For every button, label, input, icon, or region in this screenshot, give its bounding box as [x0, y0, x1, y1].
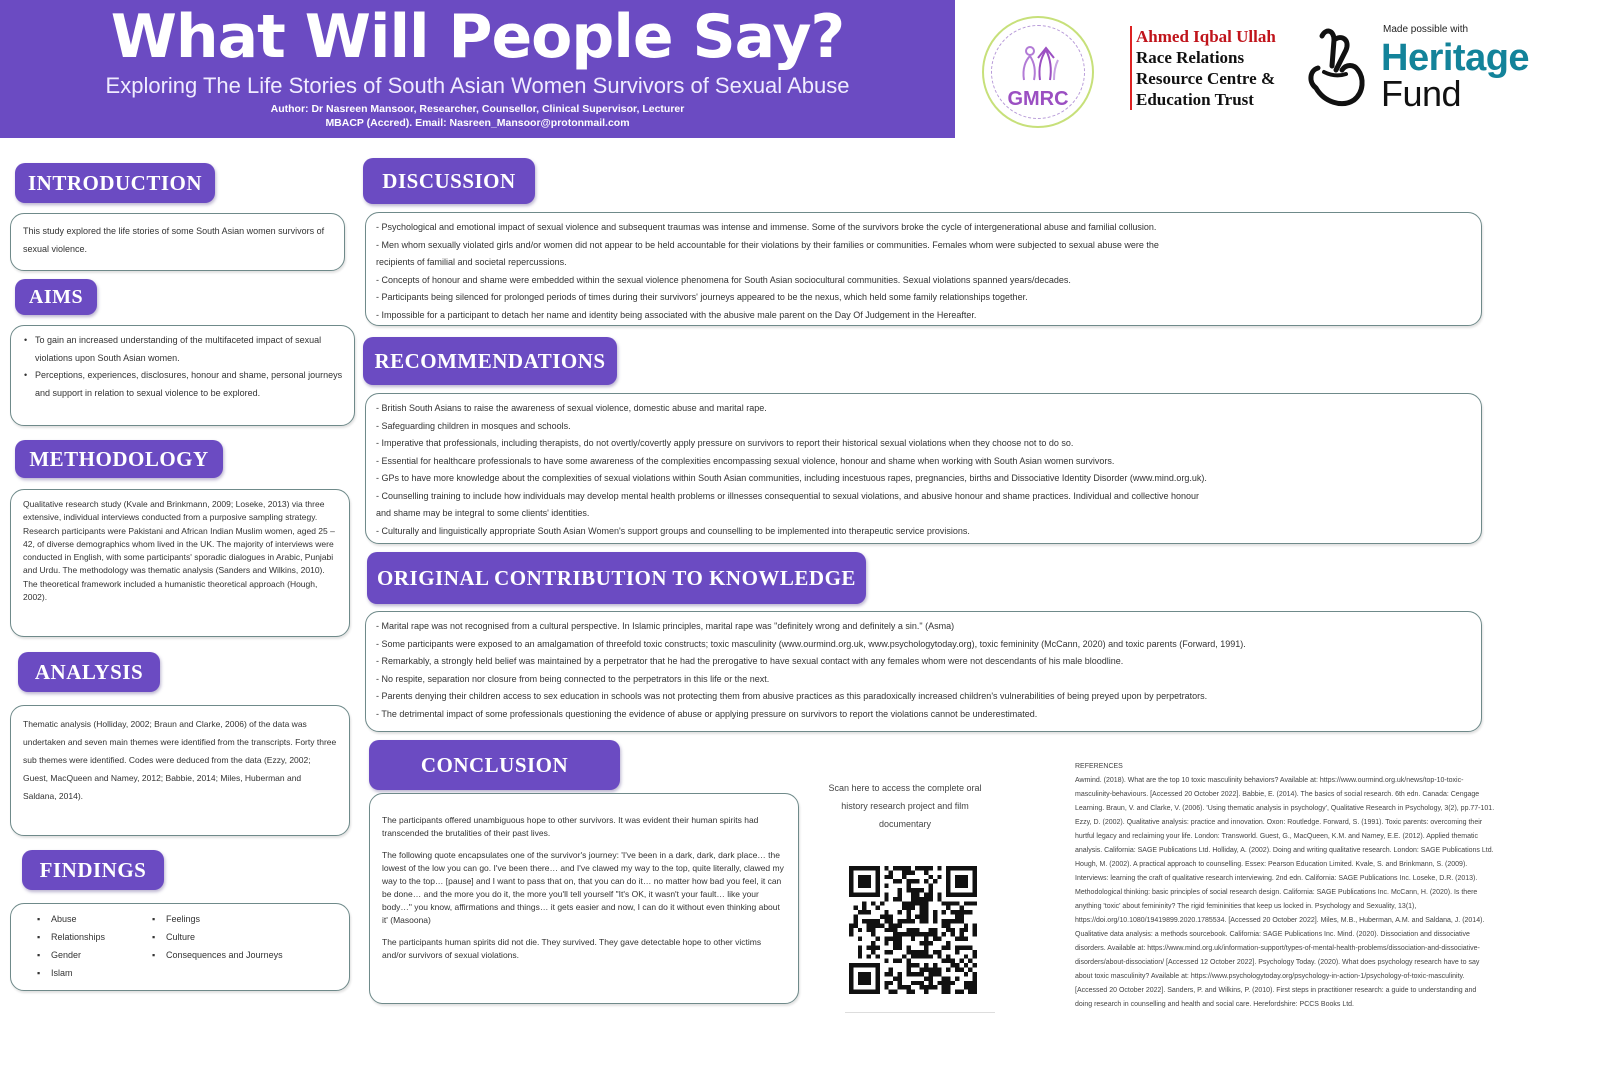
qr-code[interactable] — [849, 866, 977, 994]
recommendation-line: - Counselling training to include how individuals may develop mental health problems or illnesses consequential to sexual violations, and abusive honour and shame practices. Individual and collective honour — [376, 490, 1199, 501]
discussion-box — [365, 212, 1482, 326]
contribution-line: - Marital rape was not recognised from a cultural perspective. In Islamic principles, marital rape was "definitely wrong and definitely a sin." (Asma) — [376, 621, 955, 631]
discussion-line: - Impossible for a participant to detach her name and identity being associated with the abusive male parent on the Day Of Judgement in the Hereafter. — [376, 309, 977, 320]
aims-item: • To gain an increased understanding of the multifaceted impact of sexual violations upon South Asian women. — [21, 332, 344, 367]
aims-item: • Perceptions, experiences, disclosures, honour and shame, personal journeys and support in relation to sexual violence to be explored. — [21, 367, 344, 402]
conclusion-box — [369, 793, 799, 1004]
contribution-heading: ORIGINAL CONTRIBUTION TO KNOWLEDGE — [367, 552, 866, 604]
heritage-fund-logo — [1302, 20, 1562, 120]
poster-subtitle: Exploring The Life Stories of South Asian Women Survivors of Sexual Abuse — [105, 73, 850, 98]
methodology-box — [10, 489, 350, 637]
methodology-text: Qualitative research study (Kvale and Brinkmann, 2009; Loseke, 2013) via three extensive, individual interviews conducted from a purposive sampling strategy. Research participants were Pakistani and African Indian Muslim women, aged 25 – 42, of diverse demographics whom lived in the UK. The majority of interviews were conducted in English, with some participants' sporadic dialogues in Arabic, Punjabi and Urdu. The methodology was thematic analysis (Sanders and Wilkins, 2010). The theoretical framework included a humanistic theoretical approach (Hough, 2002). — [23, 499, 335, 603]
aims-heading: AIMS — [15, 279, 97, 315]
conclusion-para-1: The participants offered unambiguous hope to other survivors. It was evident their human spirits had transcended the brutalities of their past lives. — [382, 815, 759, 838]
findings-col-1 — [37, 910, 152, 982]
heritage-word: Heritage — [1381, 37, 1530, 79]
discussion-line: recipients of familial and societal repercussions. — [376, 257, 567, 267]
contribution-box — [365, 611, 1482, 732]
recommendations-heading: RECOMMENDATIONS — [363, 337, 617, 385]
findings-col-2 — [152, 910, 332, 982]
race-relations-logo — [1130, 26, 1276, 110]
finding-item: ▪ Culture — [152, 928, 332, 946]
heritage-made-possible: Made possible with — [1383, 24, 1469, 35]
author-line-2: MBACP (Accred). Email: Nasreen_Mansoor@protonmail.com — [325, 117, 630, 129]
introduction-heading: INTRODUCTION — [15, 163, 215, 203]
aims-box — [10, 325, 355, 426]
finding-item: ▪ Feelings — [152, 910, 332, 928]
gmrc-figures-icon — [1016, 42, 1062, 82]
contribution-line: - Some participants were exposed to an amalgamation of threefold toxic constructs; toxic masculinity (www.ourmind.org.uk, www.psychologytoday.org), toxic femininity (McCann, 2020) and toxic parents (Forward, 1991). — [376, 638, 1246, 649]
race-relations-line-3: Resource Centre & — [1136, 69, 1276, 88]
contribution-line: - Remarkably, a strongly held belief was maintained by a perpetrator that he had the prerogative to have sexual contact with any females whom were not descendants of his male bloodline. — [376, 656, 1124, 666]
race-relations-line-4: Education Trust — [1136, 90, 1254, 109]
findings-box — [10, 903, 350, 991]
fund-word: Fund — [1381, 73, 1462, 114]
logo-strip — [960, 0, 1600, 140]
discussion-heading: DISCUSSION — [363, 158, 535, 204]
gmrc-logo-text: GMRC — [1007, 88, 1069, 110]
analysis-heading: ANALYSIS — [18, 652, 160, 692]
recommendation-line: - Essential for healthcare professionals to have some awareness of the complexities encompassing sexual violence, honour and shame when working with South Asian women survivors. — [376, 455, 1115, 466]
discussion-line: - Men whom sexually violated girls and/or women did not appear to be held accountable for their violations by their families or communities. Females whom were subjected to sexual abuse were the — [376, 239, 1159, 250]
references-block — [1075, 760, 1495, 1012]
contribution-line: - The detrimental impact of some professionals questioning the evidence of abuse or applying pressure on survivors to report the violations cannot be underestimated. — [376, 708, 1038, 719]
race-relations-line-1: Ahmed Iqbal Ullah — [1136, 27, 1276, 46]
conclusion-heading: CONCLUSION — [369, 740, 620, 790]
recommendation-line: and shame may be integral to some clients' identities. — [376, 508, 590, 518]
conclusion-para-3: The participants human spirits did not die. They survived. They gave detectable hope to other victims and/or survivors of sexual violations. — [382, 937, 762, 960]
recommendation-line: - British South Asians to raise the awareness of sexual violence, domestic abuse and marital rape. — [376, 403, 767, 413]
finding-item: ▪ Islam — [37, 964, 152, 982]
recommendations-box — [365, 393, 1482, 544]
finding-item: ▪ Relationships — [37, 928, 152, 946]
discussion-line: - Concepts of honour and shame were embedded within the sexual violence phenomena for South Asian sociocultural communities. Sexual violations spanned years/decades. — [376, 274, 1071, 285]
author-line-1: Author: Dr Nasreen Mansoor, Researcher, Counsellor, Clinical Supervisor, Lecturer — [270, 103, 685, 115]
introduction-text: This study explored the life stories of some South Asian women survivors of sexual violence. — [23, 226, 325, 254]
references-text: Awmind. (2018). What are the top 10 toxic masculinity behaviors? Available at: https://www.ourmind.org.uk/news/top-10-toxic-masculinity-behaviours. [Accessed 20 October 2022]. Babbie, E. (2014). The basics of social research. 6th edn. Canada: Cengage Learning. Braun, V. and Clarke, V. (2006). 'Using thematic analysis in psychology', Qualitative Research in Psychology, 3(2), pp.77-101. Ezzy, D. (2002). Qualitative analysis: practice and innovation. Oxon: Routledge. Forward, S. (1991). Toxic parents: overcoming their hurtful legacy and reclaiming your life. London: Transworld. Guest, G., MacQueen, K.M. and Namey, E.E. (2012). Applied thematic analysis. California: SAGE Publications Ltd. Holliday, A. (2002). Doing and writing qualitative research. London: SAGE Publications Ltd. Hough, M. (2002). A practical approach to counselling. Essex: Pearson Education Limited. Kvale, S. and Brinkmann, S. (2009). Interviews: learning the craft of qualitative research interviewing. 2nd edn. California: SAGE Publications Inc. Loseke, D.R. (2013). Methodological thinking: basic principles of social research design. California: SAGE Publications Inc. McCann, H. (2020). Is there anything 'toxic' about femininity? The rigid femininities that keep us locked in. Psychology and Sexuality, 13(1), https://doi.org/10.1080/19419899.2020.1785534. [Accessed 20 October 2022]. Miles, M.B., Huberman, A.M. and Saldana, J. (2014). Qualitative data analysis: a methods sourcebook. California: SAGE Publications Inc. Mind. (2020). Dissociation and dissociative disorders. Available at: https://www.mind.org.uk/information-support/types-of-mental-health-problems/dissociation-and-dissociative-disorders/about-dissociation/ [Accessed 12 October 2022]. Psychology Today. (2020). What does psychology research have to say about toxic masculinity? Available at: https://www.psychologytoday.org/psychology-in-action-1/psychology-of-toxic-masculinity. [Accessed 20 October 2022]. Sanders, P. and Wilkins, P. (2010). First steps in practitioner research: a guide to understanding and doing research in counselling and health and social care. Herefordshire: PCCS Books Ltd. — [1075, 777, 1495, 1008]
finding-item: ▪ Consequences and Journeys — [152, 946, 332, 964]
finding-item: ▪ Gender — [37, 946, 152, 964]
recommendation-line: - Imperative that professionals, including therapists, do not overtly/covertly apply pressure on survivors to report their historical sexual violations when they choose not to do so. — [376, 438, 1074, 448]
recommendation-line: - Safeguarding children in mosques and schools. — [376, 420, 571, 431]
recommendation-line: - Culturally and linguistically appropriate South Asian Women's support groups and counselling to be implemented into therapeutic service provisions. — [376, 525, 970, 536]
findings-heading: FINDINGS — [22, 850, 164, 890]
race-relations-line-2: Race Relations — [1136, 48, 1245, 67]
analysis-text: Thematic analysis (Holliday, 2002; Braun and Clarke, 2006) of the data was undertaken and seven main themes were identified from the transcripts. Forty three sub themes were identified. Codes were deduced from the data (Ezzy, 2002; Guest, MacQueen and Namey, 2012; Babbie, 2014; Miles, Huberman and Saldana, 2014). — [23, 719, 337, 801]
header-banner — [0, 0, 955, 138]
recommendation-line: - GPs to have more knowledge about the complexities of sexual violations within South Asian communities, including incestuous rapes, pregnancies, births and Dissociative Identity Disorder (www.mind.org.uk). — [376, 473, 1207, 483]
scan-caption: Scan here to access the complete oral history research project and film documentary — [828, 783, 982, 829]
poster-title: What Will People Say? — [110, 2, 845, 72]
gmrc-logo — [982, 16, 1094, 128]
divider-line — [845, 1012, 995, 1013]
discussion-line: - Participants being silenced for prolonged periods of times during their survivors' journeys appeared to be the nexus, which held some family relationships together. — [376, 292, 1028, 302]
analysis-box — [10, 705, 350, 836]
discussion-line: - Psychological and emotional impact of sexual violence and subsequent traumas was intense and immense. Some of the survivors broke the cycle of intergenerational abuse and familial collusion. — [376, 222, 1157, 232]
crossed-fingers-icon — [1302, 26, 1374, 114]
references-title: REFERENCES — [1075, 763, 1123, 770]
methodology-heading: METHODOLOGY — [15, 440, 223, 478]
finding-item: ▪ Abuse — [37, 910, 152, 928]
conclusion-para-2: The following quote encapsulates one of the survivor's journey: 'I've been in a dark, dark, dark place… the lowest of the low you can go. I've been there… and I've clawed my way to the top, quite literally, clawed my way to the top… [pause] and I want to pass that on, that you can do it… no matter how bad you feel, it can be done… and the more you do it, the more you'll tell yourself "It's OK, it wasn't your fault… like your body…" you know, affirmations and things… it gets easier and now, I can do it without even thinking about it' (Masoona) — [382, 850, 784, 925]
contribution-line: - Parents denying their children access to sex education in schools was not protecting them from abusive practices as this paradoxically increased children's vulnerabilities of being preyed upon by perpetrators. — [376, 691, 1208, 701]
introduction-box — [10, 213, 345, 271]
contribution-line: - No respite, separation nor closure from being connected to the perpetrators in this life or the next. — [376, 673, 770, 684]
